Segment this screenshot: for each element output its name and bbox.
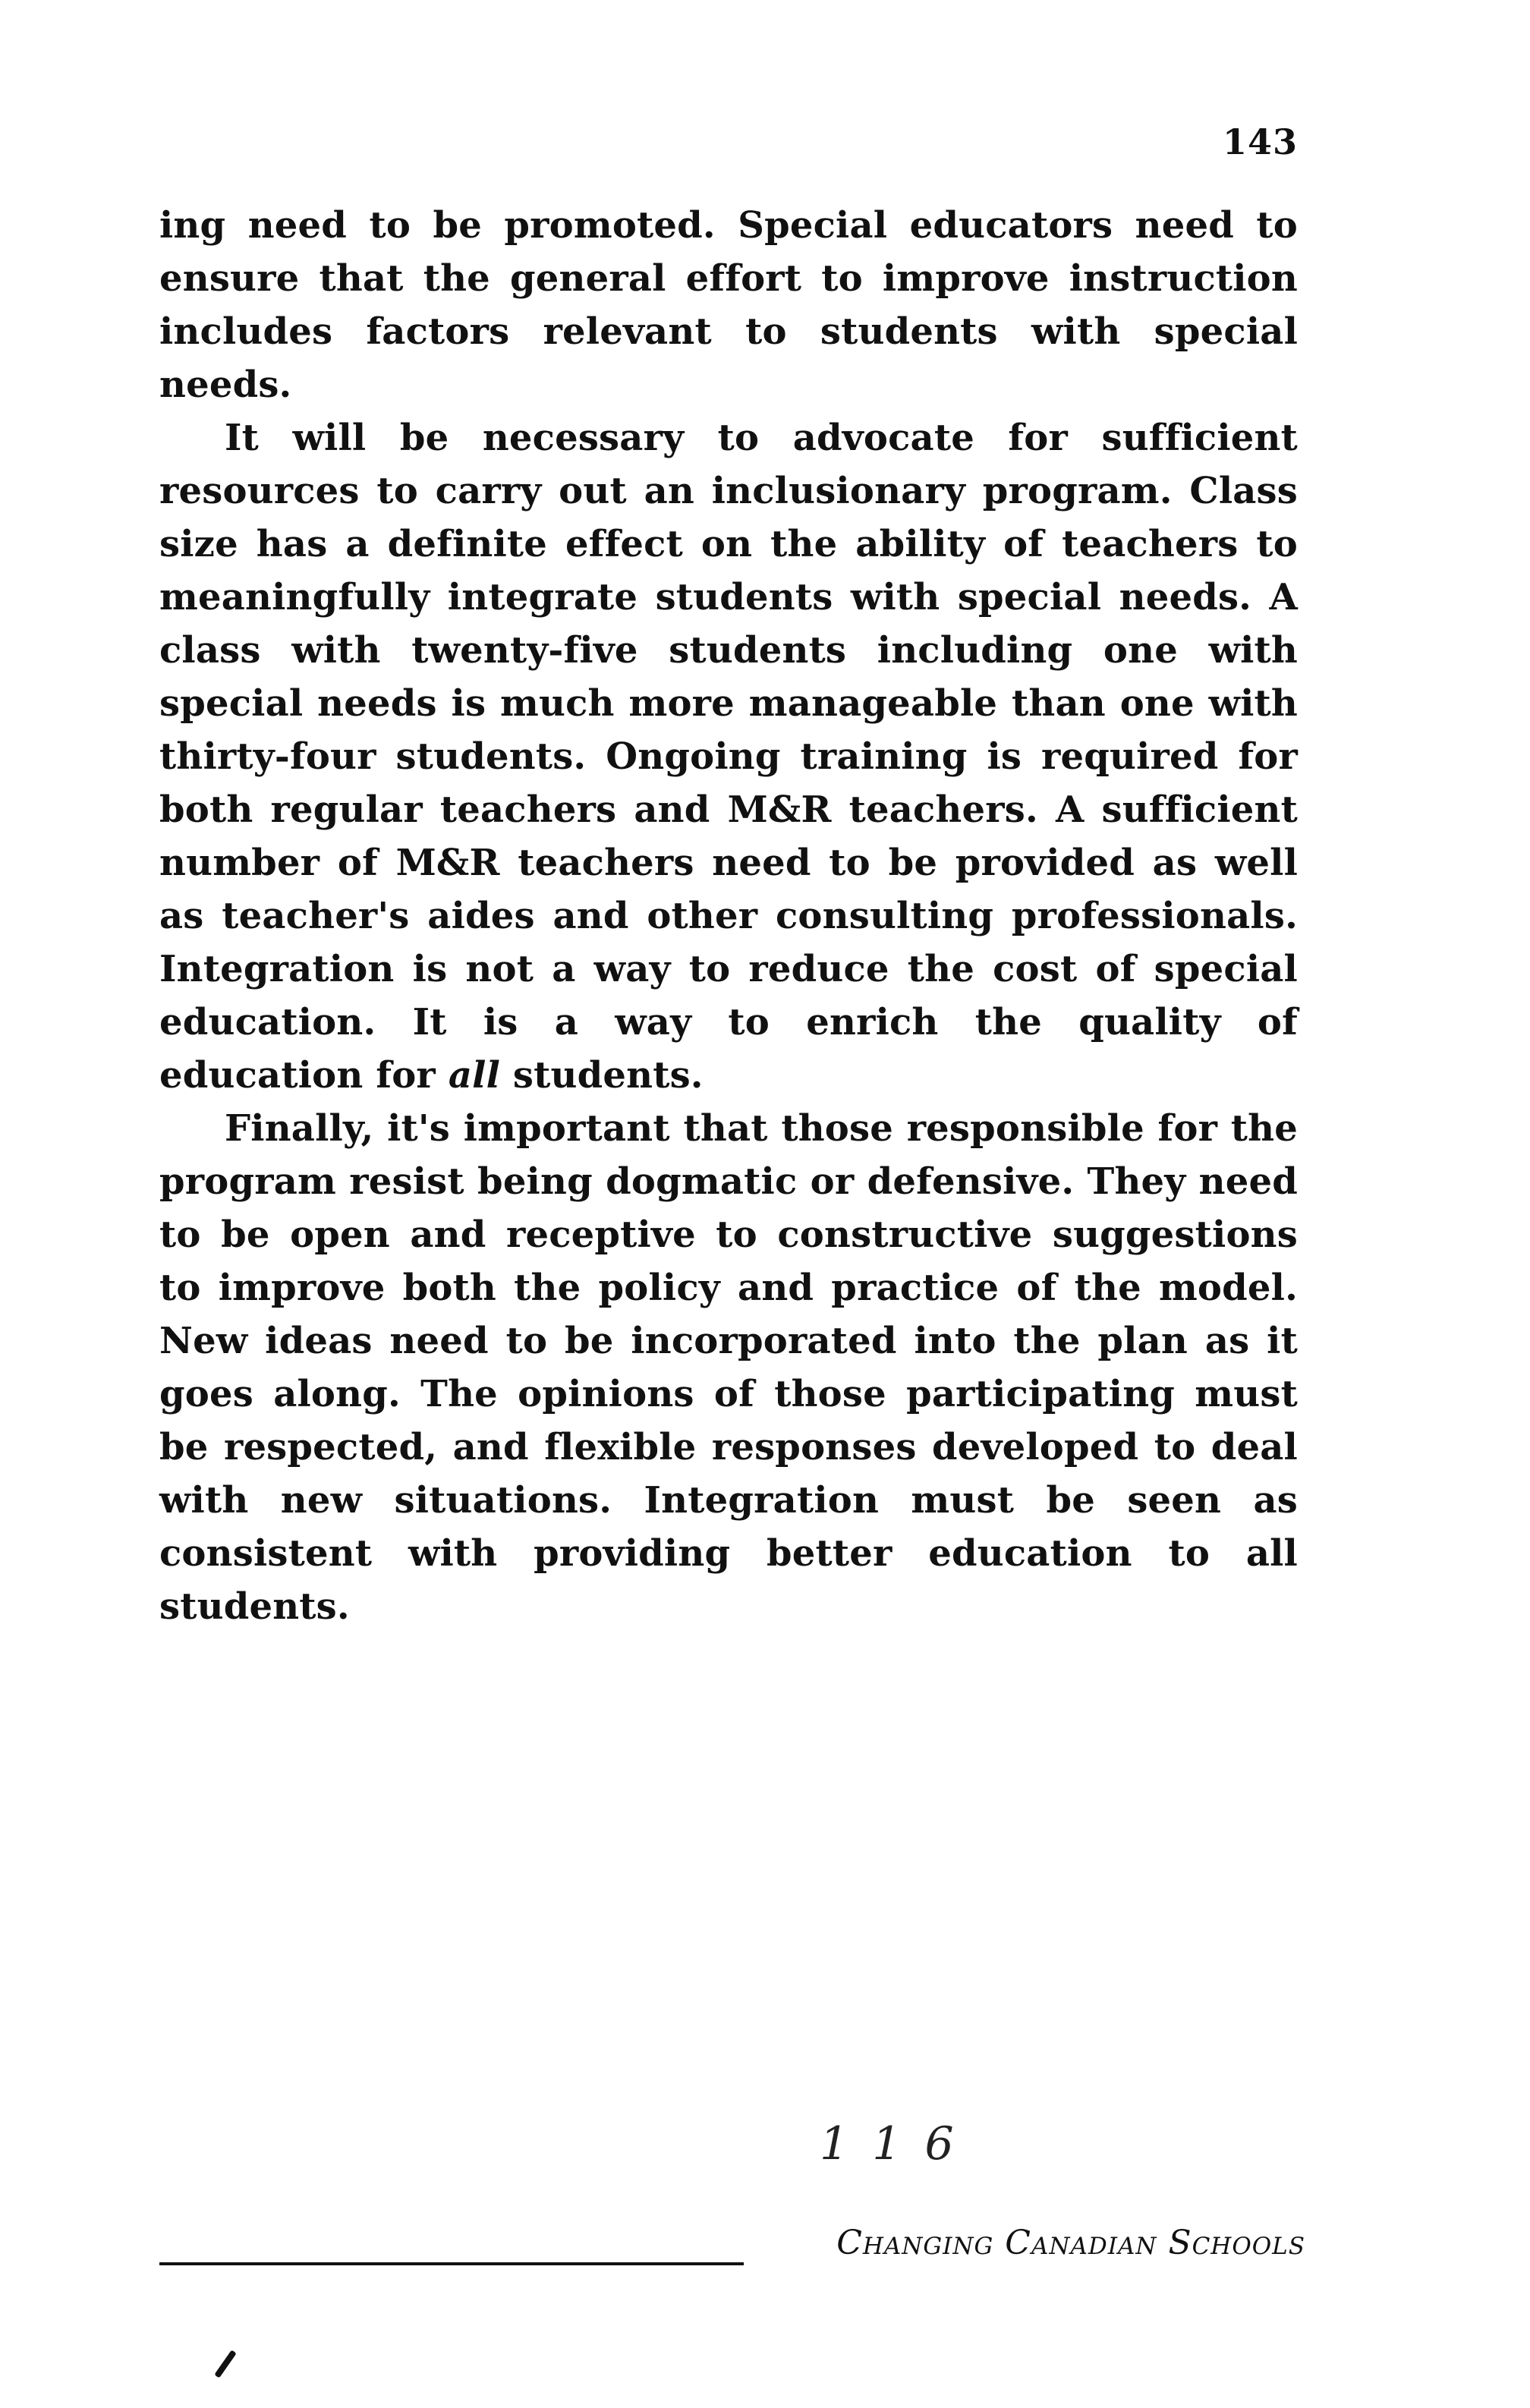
paragraph-2-text: It will be necessary to advocate for sufficient resources to carry out an inclusionary program. Class size has a definite effect on the ability of teachers to meaningfully integrate students with special needs. A class with twenty-five students including one with special needs is much more manageable than one with thirty-four students. Ongoing training is required for both regular teachers and M&R teachers. A sufficient number of M&R teachers need to be provided as well as teacher's aides and other consulting professionals. Integration is not a way to reduce the cost of special education. It is a way to enrich the quality of education for: [159, 417, 1298, 1097]
page-number: 143: [1222, 121, 1298, 162]
paragraph-3: [159, 1102, 1298, 1633]
paragraph-1: [159, 199, 1298, 411]
footer-title: Changing Canadian Schools: [836, 2224, 1305, 2262]
paragraph-2: [159, 411, 1298, 1102]
paragraph-1-text: ing need to be promoted. Special educators need to ensure that the general effort to improve instruction includes factors relevant to students with special needs.: [159, 204, 1298, 406]
paragraph-2-after: students.: [500, 1054, 704, 1097]
scan-mark: [214, 2350, 236, 2378]
stamp-number: 1 1 6: [820, 2117, 959, 2170]
body-text: [159, 199, 1298, 1633]
paragraph-2-emphasis: all: [448, 1054, 500, 1097]
footer-rule: [159, 2262, 744, 2265]
paragraph-3-text: Finally, it's important that those responsible for the program resist being dogmatic or defensive. They need to be open and receptive to constructive suggestions to improve both the policy and practice of the model. New ideas need to be incorporated into the plan as it goes along. The opinions of those participating must be respected, and flexible responses developed to deal with new situations. Integration must be seen as consistent with providing better education to all students.: [159, 1107, 1298, 1628]
